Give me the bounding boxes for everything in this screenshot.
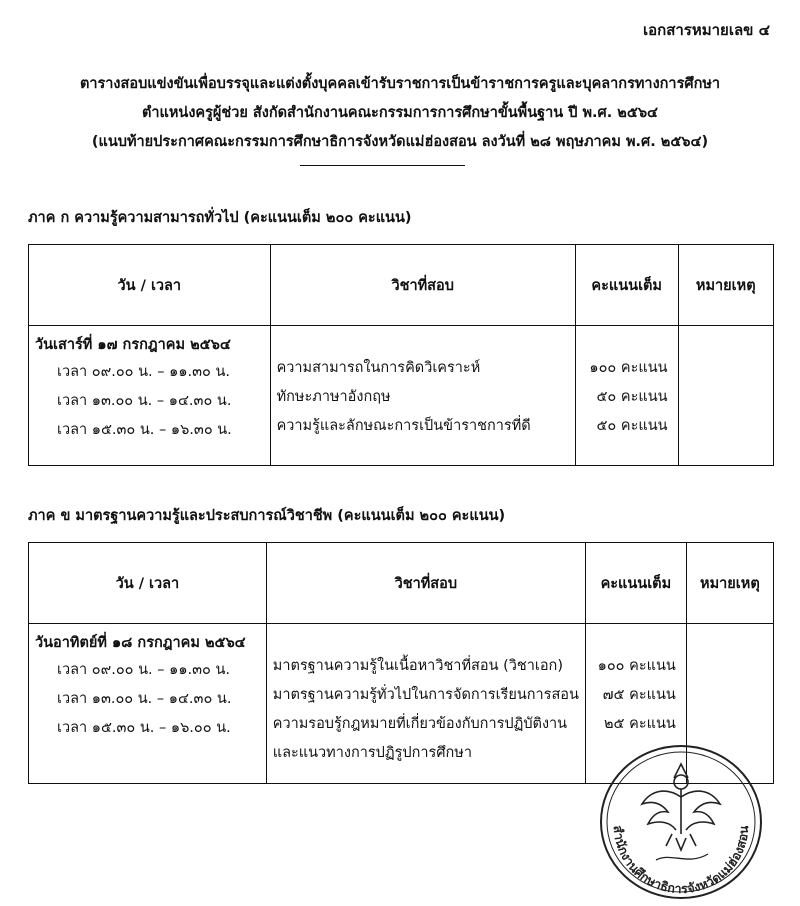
remark-cell <box>678 326 773 466</box>
exam-score: ๒๕ คะแนน <box>603 716 676 732</box>
section-a-title: ภาค ก ความรู้ความสามารถทั่วไป (คะแนนเต็ม ๒๐๐ คะแนน) <box>28 210 412 226</box>
exam-subject: มาตรฐานความรู้ในเนื้อหาวิชาที่สอน (วิชาเอก) <box>272 658 563 674</box>
column-header-full-score: คะแนนเต็ม <box>575 245 678 326</box>
exam-time: เวลา ๑๓.๐๐ น. – ๑๔.๓๐ น. <box>57 393 232 409</box>
score-cell <box>575 326 678 466</box>
exam-score: ๑๐๐ คะแนน <box>597 658 676 674</box>
table-row <box>29 326 774 466</box>
date-time-cell <box>29 624 267 784</box>
header-line-3: (แนบท้ายประกาศคณะกรรมการศึกษาธิการจังหวัดแม่ฮ่องสอน ลงวันที่ ๒๘ พฤษภาคม พ.ศ. ๒๕๖๔) <box>91 134 709 150</box>
svg-text:สำนักงานศึกษาธิการจังหวัดแม่ฮ่ <box>611 825 752 897</box>
exam-subject: ทักษะภาษาอังกฤษ <box>276 389 391 405</box>
column-header-date-time: วัน / เวลา <box>29 245 271 326</box>
official-seal-stamp <box>596 742 766 902</box>
exam-subject: ความรอบรู้กฎหมายที่เกี่ยวข้องกับการปฏิบัติงาน <box>272 716 568 732</box>
exam-time: เวลา ๐๙.๐๐ น. – ๑๑.๓๐ น. <box>57 662 231 678</box>
seal-text: สำนักงานศึกษาธิการจังหวัดแม่ฮ่องสอน <box>610 824 752 897</box>
column-header-date-time: วัน / เวลา <box>29 543 267 624</box>
exam-score: ๑๐๐ คะแนน <box>589 360 668 376</box>
column-header-subject: วิชาที่สอบ <box>270 245 575 326</box>
subject-cell <box>270 326 575 466</box>
section-a-table <box>28 244 774 466</box>
exam-subject: ความสามารถในการคิดวิเคราะห์ <box>276 360 481 376</box>
column-header-remark: หมายเหตุ <box>678 245 773 326</box>
exam-time: เวลา ๑๓.๐๐ น. – ๑๔.๓๐ น. <box>57 691 232 707</box>
exam-score: ๕๐ คะแนน <box>596 418 668 434</box>
exam-score: ๕๐ คะแนน <box>596 389 668 405</box>
exam-time: เวลา ๑๕.๓๐ น. – ๑๖.๓๐ น. <box>57 422 232 438</box>
table-header-row <box>29 543 774 624</box>
column-header-full-score: คะแนนเต็ม <box>585 543 686 624</box>
header-divider <box>300 165 465 166</box>
exam-subject: ความรู้และลักษณะการเป็นข้าราชการที่ดี <box>276 418 531 434</box>
document-header <box>0 70 800 157</box>
table-header-row <box>29 245 774 326</box>
signature-mark <box>656 854 708 860</box>
exam-time: เวลา ๑๕.๓๐ น. – ๑๖.๐๐ น. <box>57 720 231 736</box>
date-time-cell <box>29 326 271 466</box>
exam-subject: มาตรฐานความรู้ทั่วไปในการจัดการเรียนการสอน <box>272 687 579 703</box>
column-header-remark: หมายเหตุ <box>686 543 773 624</box>
document-number: เอกสารหมายเลข ๔ <box>643 21 770 39</box>
section-b-title: ภาค ข มาตรฐานความรู้และประสบการณ์วิชาชีพ (คะแนนเต็ม ๒๐๐ คะแนน) <box>28 508 506 524</box>
subject-cell <box>266 624 585 784</box>
garuda-emblem-icon <box>642 764 720 850</box>
header-line-2: ตำแหน่งครูผู้ช่วย สังกัดสำนักงานคณะกรรมการการศึกษาขั้นพื้นฐาน ปี พ.ศ. ๒๕๖๔ <box>141 105 659 121</box>
column-header-subject: วิชาที่สอบ <box>266 543 585 624</box>
exam-subject: และแนวทางการปฏิรูปการศึกษา <box>272 745 472 761</box>
exam-day: วันเสาร์ที่ ๑๗ กรกฎาคม ๒๕๖๔ <box>35 337 231 353</box>
exam-time: เวลา ๐๙.๐๐ น. – ๑๑.๓๐ น. <box>57 364 231 380</box>
header-line-1: ตารางสอบแข่งขันเพื่อบรรจุและแต่งตั้งบุคคลเข้ารับราชการเป็นข้าราชการครูและบุคลากรทางการศึกษา <box>79 76 721 92</box>
exam-score: ๗๕ คะแนน <box>602 687 676 703</box>
exam-day: วันอาทิตย์ที่ ๑๘ กรกฎาคม ๒๕๖๔ <box>35 635 246 651</box>
